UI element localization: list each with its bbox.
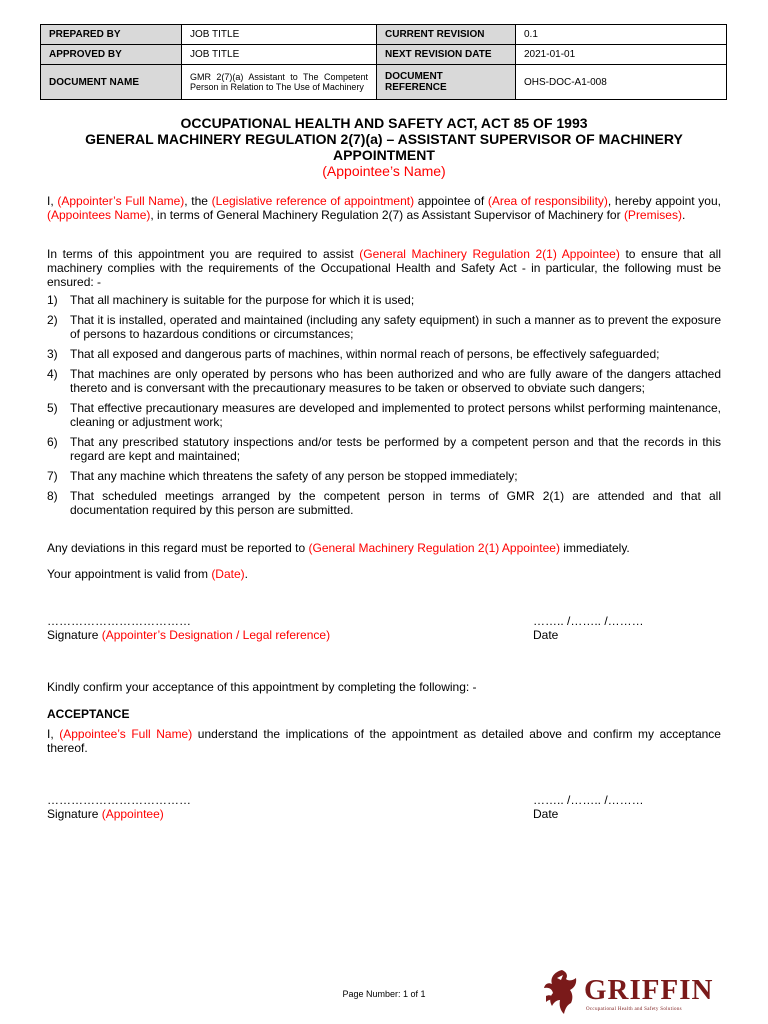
item-number: 2): [47, 313, 58, 327]
appointment-paragraph: [47, 194, 721, 222]
appointee-date-label: Date: [533, 807, 559, 821]
list-item: [47, 469, 721, 483]
table-row: [41, 45, 727, 65]
requirements-list: [47, 293, 721, 523]
item-text: That machines are only operated by persons who has been authorized and who are fully aware of the dangers attached thereto and is conversant with the precautionary measures to be taken or observed to obviate such dangers;: [70, 367, 721, 395]
placeholder-gmr-appointee: (General Machinery Regulation 2(1) Appointee): [308, 541, 560, 555]
text-run: I,: [47, 727, 60, 741]
placeholder-legislative-reference: (Legislative reference of appointment): [211, 194, 415, 208]
deviations-paragraph: [47, 541, 721, 555]
logo-tagline: Occupational Health and Safety Solutions: [586, 1007, 682, 1012]
text-run: , the: [184, 194, 212, 208]
griffin-emblem-icon: [540, 966, 580, 1016]
list-item: [47, 435, 721, 463]
document-reference-value: OHS-DOC-A1-008: [516, 65, 727, 100]
item-text: That all machinery is suitable for the purpose for which it is used;: [70, 293, 415, 307]
placeholder-appointer-designation: (Appointer’s Designation / Legal reference): [101, 628, 331, 642]
item-text: That it is installed, operated and maintained (including any safety equipment) in such a manner as to prevent the exposure of persons to hazardous conditions or circumstances;: [70, 313, 721, 341]
item-text: That scheduled meetings arranged by the competent person in terms of GMR 2(1) are attended and that all documentation required by this person are submitted.: [70, 489, 721, 517]
text-run: Your appointment is valid from: [47, 567, 212, 581]
appointer-date-label: Date: [533, 628, 559, 642]
text-run: appointee of: [414, 194, 488, 208]
list-item: [47, 347, 721, 361]
list-item: [47, 367, 721, 395]
current-revision-label: CURRENT REVISION: [377, 25, 516, 45]
text-run: Any deviations in this regard must be reported to: [47, 541, 309, 555]
document-name-value: GMR 2(7)(a) Assistant to The Competent Person in Relation to The Use of Machinery: [182, 65, 377, 100]
list-item: [47, 401, 721, 429]
item-text: That effective precautionary measures are developed and implemented to protect persons whilst performing maintenance, cleaning or adjustment work;: [70, 401, 721, 429]
text-run: , in terms of General Machinery Regulation 2(7) as Assistant Supervisor of Machinery for: [150, 208, 624, 222]
item-text: That all exposed and dangerous parts of machines, within normal reach of persons, be effectively safeguarded;: [70, 347, 660, 361]
acceptance-heading: ACCEPTANCE: [47, 707, 130, 721]
approved-by-label: APPROVED BY: [41, 45, 182, 65]
appointee-name-title: (Appointee’s Name): [322, 163, 446, 179]
text-run: immediately.: [559, 541, 630, 555]
griffin-logo: [540, 966, 725, 1016]
requirements-intro-paragraph: [47, 247, 721, 289]
acceptance-paragraph: [47, 727, 721, 755]
item-text: That any machine which threatens the safety of any person be stopped immediately;: [70, 469, 518, 483]
item-number: 6): [47, 435, 58, 449]
item-number: 1): [47, 293, 58, 307]
placeholder-appointee: (Appointee): [101, 807, 164, 821]
next-revision-date-label: NEXT REVISION DATE: [377, 45, 516, 65]
text-run: .: [244, 567, 248, 581]
regulation-title: GENERAL MACHINERY REGULATION 2(7)(a) – ASSISTANT SUPERVISOR OF MACHINERY APPOINTMENT: [85, 131, 683, 163]
list-item: [47, 489, 721, 517]
text-run: , hereby appoint you,: [607, 194, 721, 208]
prepared-by-label: PREPARED BY: [41, 25, 182, 45]
confirmation-paragraph: Kindly confirm your acceptance of this appointment by completing the following: -: [47, 680, 477, 694]
list-item: [47, 313, 721, 341]
text-run: I,: [47, 194, 58, 208]
item-number: 3): [47, 347, 58, 361]
text-run: .: [681, 208, 686, 222]
appointer-date-line[interactable]: …….. /…….. /………: [533, 614, 644, 628]
text-run: to ensure that all machinery complies with the requirements of the Occupational Health and Safety Act - in particular, the following must be ensured: -: [47, 247, 721, 289]
text-run: Signature: [47, 807, 102, 821]
item-text: That any prescribed statutory inspections and/or tests be performed by a competent person and that the records in this regard are kept and maintained;: [70, 435, 721, 463]
item-number: 7): [47, 469, 58, 483]
prepared-by-value: JOB TITLE: [182, 25, 377, 45]
text-run: understand the implications of the appointment as detailed above and confirm my acceptance thereof.: [47, 727, 721, 755]
placeholder-date: (Date): [211, 567, 245, 581]
approved-by-value: JOB TITLE: [182, 45, 377, 65]
placeholder-appointee-name: (Appointees Name): [47, 208, 151, 222]
table-row: [41, 25, 727, 45]
act-title: OCCUPATIONAL HEALTH AND SAFETY ACT, ACT 85 OF 1993: [180, 115, 588, 131]
text-run: Signature: [47, 628, 102, 642]
item-number: 8): [47, 489, 58, 503]
placeholder-premises: (Premises): [623, 208, 682, 222]
validity-paragraph: [47, 567, 721, 581]
next-revision-date-value: 2021-01-01: [516, 45, 727, 65]
placeholder-gmr-appointee: (General Machinery Regulation 2(1) Appointee): [359, 247, 620, 261]
placeholder-area-of-responsibility: (Area of responsibility): [487, 194, 608, 208]
document-control-table: [40, 24, 727, 100]
appointee-date-line[interactable]: …….. /…….. /………: [533, 793, 644, 807]
current-revision-value: 0.1: [516, 25, 727, 45]
item-number: 4): [47, 367, 58, 381]
appointee-signature-label: [47, 807, 164, 821]
table-row: [41, 65, 727, 100]
appointer-signature-line[interactable]: ………………………………: [47, 614, 191, 628]
page-number: Page Number: 1 of 1: [342, 989, 426, 999]
placeholder-appointee-full-name: (Appointee’s Full Name): [59, 727, 193, 741]
placeholder-appointer-name: (Appointer’s Full Name): [57, 194, 185, 208]
appointer-signature-label: [47, 628, 330, 642]
appointee-signature-line[interactable]: ………………………………: [47, 793, 191, 807]
text-run: In terms of this appointment you are required to assist: [47, 247, 360, 261]
document-name-label: DOCUMENT NAME: [41, 65, 182, 100]
item-number: 5): [47, 401, 58, 415]
logo-wordmark: GRIFFIN: [584, 974, 714, 1006]
list-item: [47, 293, 721, 307]
document-reference-label: DOCUMENT REFERENCE: [377, 65, 516, 100]
